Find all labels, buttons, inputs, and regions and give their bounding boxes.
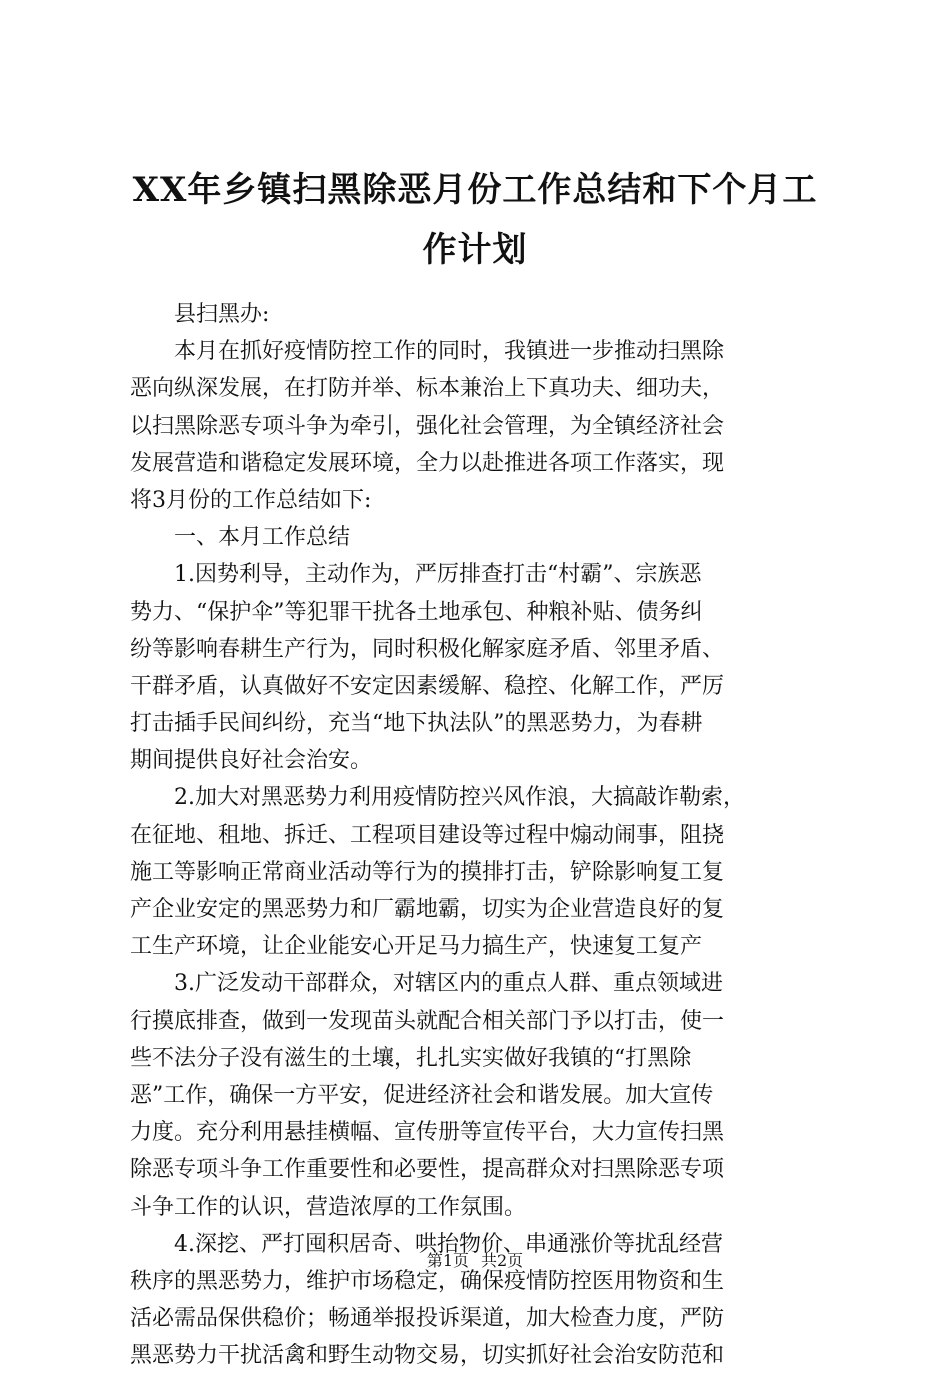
body-line: 在征地、租地、拆迁、工程项目建设等过程中煽动闹事，阻挠 [130, 822, 725, 848]
document-title-line-1: XX年乡镇扫黑除恶月份工作总结和下个月工 [132, 170, 818, 210]
body-line: 发展营造和谐稳定发展环境，全力以赴推进各项工作落实，现 [130, 450, 725, 476]
document-body [130, 296, 830, 1374]
body-line: 纷等影响春耕生产行为，同时积极化解家庭矛盾、邻里矛盾、 [130, 636, 725, 662]
body-line: 斗争工作的认识，营造浓厚的工作氛围。 [130, 1194, 527, 1220]
body-line: 3.广泛发动干部群众，对辖区内的重点人群、重点领域进 [174, 971, 723, 997]
document-title-line-2: 作计划 [422, 230, 528, 270]
body-line: 4.深挖、严打囤积居奇、哄抬物价、串通涨价等扰乱经营 [174, 1231, 723, 1257]
body-line: 2.加大对黑恶势力利用疫情防控兴风作浪，大搞敲诈勒索， [174, 785, 745, 811]
body-line: 工生产环境，让企业能安心开足马力搞生产，快速复工复产 [130, 934, 703, 960]
body-line: 打击插手民间纠纷，充当“地下执法队”的黑恶势力，为春耕 [130, 711, 703, 737]
body-line: 力度。充分利用悬挂横幅、宣传册等宣传平台，大力宣传扫黑 [130, 1120, 725, 1146]
page-total: 共2页 [481, 1251, 524, 1270]
body-line: 除恶专项斗争工作重要性和必要性，提高群众对扫黑除恶专项 [130, 1157, 725, 1183]
body-line: 势力、“保护伞”等犯罪干扰各土地承包、种粮补贴、债务纠 [130, 599, 703, 625]
body-line: 秩序的黑恶势力，维护市场稳定，确保疫情防控医用物资和生 [130, 1268, 725, 1294]
section-heading: 一、本月工作总结 [174, 525, 351, 551]
salutation-line: 县扫黑办: [174, 302, 270, 327]
body-line: 施工等影响正常商业活动等行为的摸排打击，铲除影响复工复 [130, 859, 725, 885]
body-line: 产企业安定的黑恶势力和厂霸地霸，切实为企业营造良好的复 [130, 897, 725, 922]
body-line: 恶”工作，确保一方平安，促进经济社会和谐发展。加大宣传 [130, 1082, 714, 1108]
body-line: 以扫黑除恶专项斗争为牵引，强化社会管理，为全镇经济社会 [130, 413, 725, 439]
body-line: 本月在抓好疫情防控工作的同时，我镇进一步推动扫黑除 [174, 339, 725, 365]
body-line: 些不法分子没有滋生的土壤，扎扎实实做好我镇的“打黑除 [130, 1045, 692, 1071]
page-footer [0, 1248, 950, 1271]
body-line: 行摸底排查，做到一发现苗头就配合相关部门予以打击，使一 [130, 1008, 725, 1034]
body-line: 黑恶势力干扰活禽和野生动物交易，切实抓好社会治安防范和 [130, 1343, 725, 1369]
body-line: 恶向纵深发展，在打防并举、标本兼治上下真功夫、细功夫， [130, 376, 725, 402]
body-line: 期间提供良好社会治安。 [130, 748, 373, 774]
body-line: 活必需品保供稳价；畅通举报投诉渠道，加大检查力度，严防 [130, 1306, 725, 1332]
page-number: 第1页 [426, 1251, 469, 1270]
body-line: 1.因势利导，主动作为，严厉排查打击“村霸”、宗族恶 [174, 562, 702, 588]
body-line: 将3月份的工作总结如下: [130, 487, 372, 513]
body-line: 干群矛盾，认真做好不安定因素缓解、稳控、化解工作，严厉 [130, 673, 725, 699]
